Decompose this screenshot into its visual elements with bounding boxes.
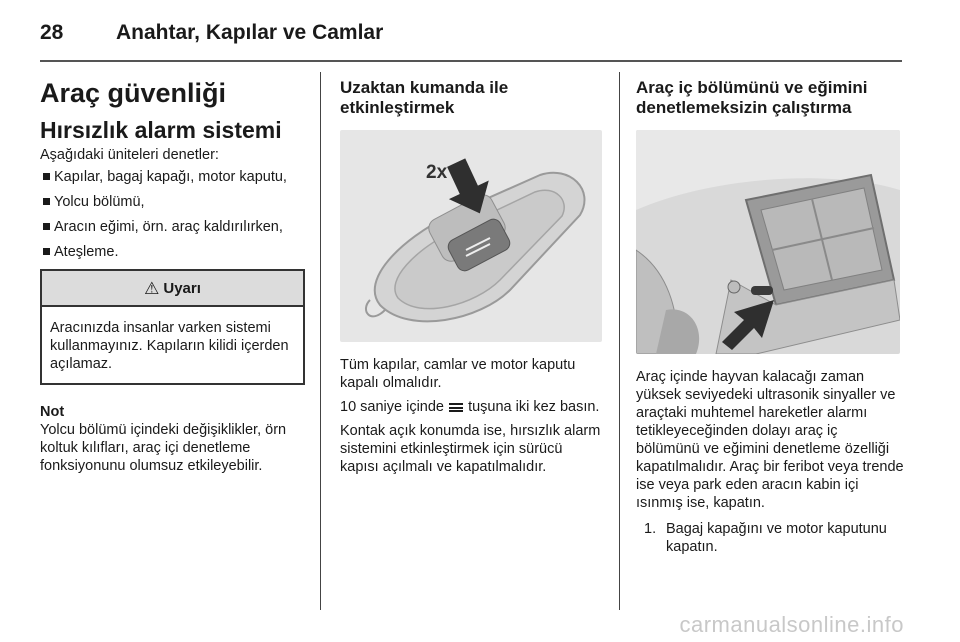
note-title: Not [40, 404, 65, 420]
page-number: 28 [40, 21, 64, 44]
paragraph: Tüm kapılar, camlar ve motor kaputu kapalı olmalıdır. [340, 357, 576, 391]
warning-header [42, 271, 303, 307]
list-item: Kapılar, bagaj kapağı, motor kaputu, [40, 168, 305, 186]
warning-box [40, 269, 305, 385]
list-item: Aracın eğimi, örn. araç kaldırılırken, [40, 218, 305, 236]
note-block [40, 403, 305, 475]
paragraph-text: 10 saniye içinde [340, 399, 444, 415]
paragraph [340, 398, 602, 416]
image-label: 2x [426, 162, 448, 183]
bullet-list [40, 168, 305, 261]
interior-light-illustration [636, 130, 900, 354]
list-item: Yolcu bölümü, [40, 193, 305, 211]
subsection-title: Hırsızlık alarm sistemi [40, 117, 282, 143]
paragraph-text: tuşuna iki kez basın. [468, 399, 600, 415]
warning-text: Aracınızda insanlar varken sistemi kullanmayınız. Kapıların kilidi içerden açılamaz. [50, 320, 289, 372]
note-text: Yolcu bölümü içindeki değişiklikler, örn koltuk kılıfları, araç içi denetleme fonksiyonunu olumsuz etkileyebilir. [40, 422, 287, 474]
column-divider [619, 72, 620, 610]
paragraph: Kontak açık konumda ise, hırsızlık alarm sistemini etkinleştirmek için sürücü kapısı açılmalı ve kapatılmalıdır. [340, 423, 601, 475]
column-divider [320, 72, 321, 610]
section-heading: Araç iç bölümünü ve eğimini denetlemeksizin çalıştırma [636, 78, 868, 117]
page-header [40, 18, 383, 48]
step-list [636, 520, 904, 556]
paragraph: Araç içinde hayvan kalacağı zaman yüksek seviyedeki ultrasonik sinyaller ve araçtaki muhtemel hareketler alarmı tetikleyeceğinden dolayı araç iç bölümünü ve eğimini denetleme özelliği kapatılmalıdır. Araç bir feribot veya trende ise veya park eden aracın kabin içi ısınmış ise, kapatın. [636, 369, 904, 511]
column-3 [636, 72, 904, 556]
chapter-title: Anahtar, Kapılar ve Camlar [116, 21, 384, 44]
column-1 [40, 72, 305, 475]
step-number: 1. [644, 521, 657, 537]
lock-button-icon [449, 403, 463, 412]
header-rule [40, 60, 902, 62]
column-2 [340, 72, 602, 476]
warning-title: Uyarı [163, 279, 201, 297]
list-item [644, 520, 904, 556]
step-text: Bagaj kapağını ve motor kaputunu kapatın. [666, 521, 887, 555]
warning-icon: ⚠ [144, 278, 160, 298]
section-title: Araç güvenliği [40, 78, 227, 108]
watermark: carmanualsonline.info [679, 612, 904, 637]
list-item: Ateşleme. [40, 243, 305, 261]
section-heading: Uzaktan kumanda ile etkinleştirmek [340, 78, 509, 117]
intro-text: Aşağıdaki üniteleri denetler: [40, 147, 219, 163]
remote-key-illustration [340, 130, 602, 342]
